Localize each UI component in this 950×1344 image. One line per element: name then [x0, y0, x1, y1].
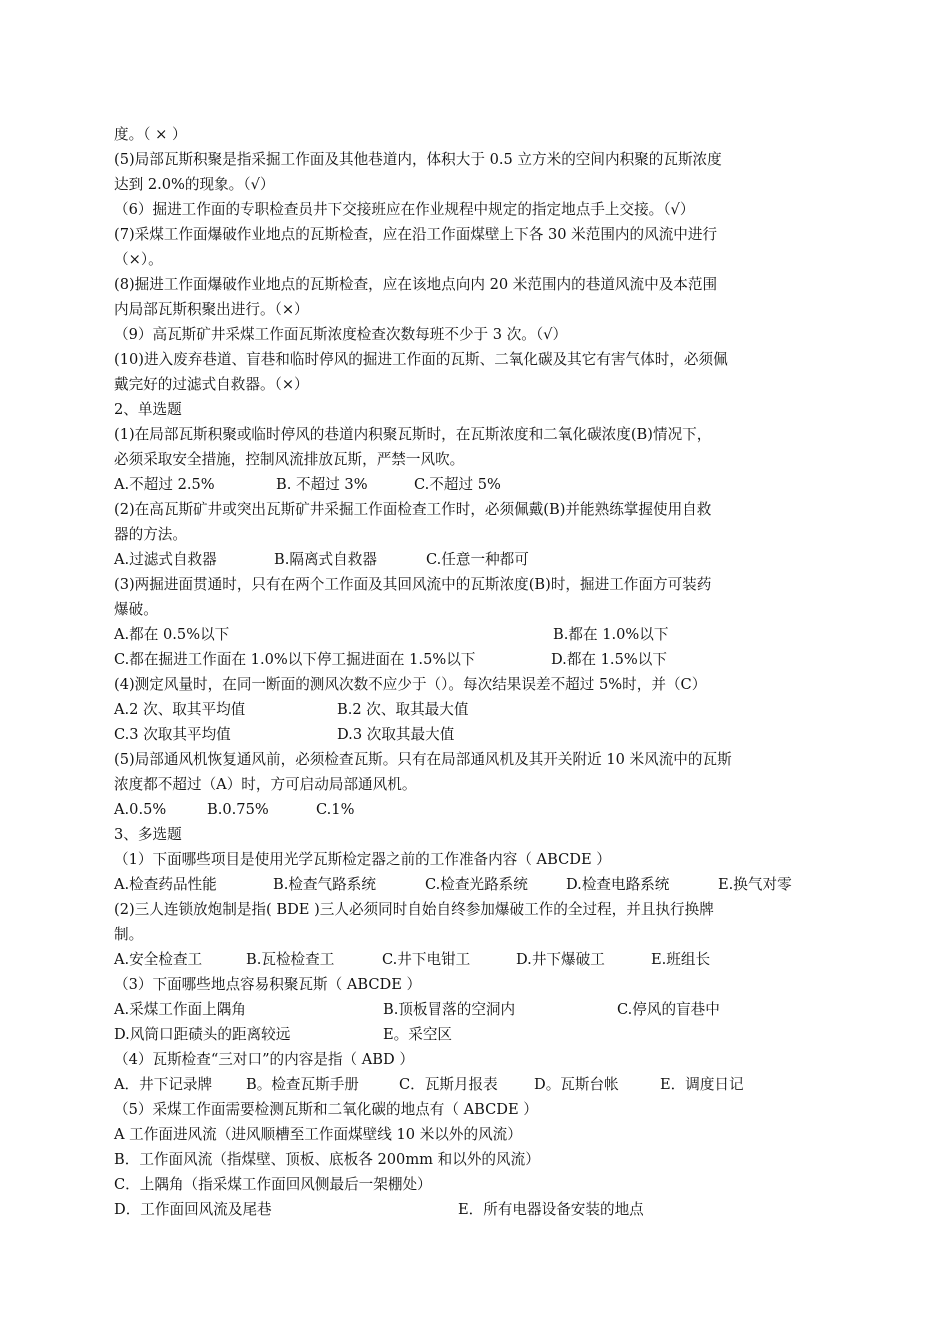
option: D．工作面回风流及尾巷 [114, 1201, 272, 1218]
text-line: (2)在高瓦斯矿井或突出瓦斯矿井采掘工作面检查工作时，必须佩戴(B)并能熟练掌握使用自救 [114, 501, 712, 518]
text-line: 爆破。 [114, 601, 158, 618]
text-line: C．上隅角（指采煤工作面回风侧最后一架棚处） [114, 1176, 432, 1193]
text-line: (8)掘进工作面爆破作业地点的瓦斯检查，应在该地点向内 20 米范围内的巷道风流中及本范围 [114, 276, 718, 293]
option: E.班组长 [651, 951, 711, 968]
option: B.顶板冒落的空洞内 [383, 1001, 516, 1018]
option: B.都在 1.0%以下 [553, 626, 669, 643]
option: C.检查光路系统 [425, 876, 528, 893]
text-line: (5)局部通风机恢复通风前，必须检查瓦斯。只有在局部通风机及其开关附近 10 米风流中的瓦斯 [114, 751, 732, 768]
option: E．所有电器设备安装的地点 [458, 1201, 644, 1218]
option: B。检查瓦斯手册 [246, 1076, 359, 1093]
option: A.检查药品性能 [114, 876, 217, 893]
text-line: （3）下面哪些地点容易积聚瓦斯（ ABCDE ） [114, 976, 422, 993]
option: C．瓦斯月报表 [399, 1076, 498, 1093]
text-line: （9）高瓦斯矿井采煤工作面瓦斯浓度检查次数每班不少于 3 次。（√） [114, 326, 568, 343]
text-line: (4)测定风量时，在同一断面的测风次数不应少于（）。每次结果误差不超过 5%时，并（C） [114, 676, 707, 693]
option: D.井下爆破工 [516, 951, 605, 968]
option: B. 不超过 3% [276, 476, 368, 493]
option: C.井下电钳工 [382, 951, 471, 968]
option: D.3 次取其最大值 [337, 726, 455, 743]
option: D.检查电路系统 [566, 876, 670, 893]
option: A.安全检查工 [114, 951, 203, 968]
option: A.2 次、取其平均值 [114, 701, 246, 718]
text-line: B．工作面风流（指煤壁、顶板、底板各 200mm 和以外的风流） [114, 1151, 540, 1168]
option: A．井下记录牌 [114, 1076, 213, 1093]
option: C.不超过 5% [414, 476, 501, 493]
text-line: (7)采煤工作面爆破作业地点的瓦斯检查，应在沿工作面煤壁上下各 30 米范围内的风流中进行 [114, 226, 718, 243]
section-heading: 3、多选题 [114, 826, 182, 843]
text-line: （5）采煤工作面需要检测瓦斯和二氧化碳的地点有（ ABCDE ） [114, 1101, 538, 1118]
text-line: (3)两掘进面贯通时，只有在两个工作面及其回风流中的瓦斯浓度(B)时，掘进工作面方可装药 [114, 576, 712, 593]
text-line: 制。 [114, 926, 144, 943]
text-line: 达到 2.0%的现象。（√） [114, 176, 275, 193]
section-heading: 2、单选题 [114, 401, 182, 418]
option: C.停风的盲巷中 [617, 1001, 720, 1018]
option: E。采空区 [383, 1026, 453, 1043]
option: C.都在掘进工作面在 1.0%以下停工掘进面在 1.5%以下 [114, 651, 476, 668]
option: B.检查气路系统 [273, 876, 376, 893]
option: C.任意一种都可 [426, 551, 529, 568]
text-line: （6）掘进工作面的专职检查员井下交接班应在作业规程中规定的指定地点手上交接。（√） [114, 201, 695, 218]
option: A.过滤式自救器 [114, 551, 217, 568]
option: E.换气对零 [718, 876, 792, 893]
text-line: (1)在局部瓦斯积聚或临时停风的巷道内积聚瓦斯时，在瓦斯浓度和二氧化碳浓度(B)情况下， [114, 426, 712, 443]
text-line: (10)进入废弃巷道、盲巷和临时停风的掘进工作面的瓦斯、二氧化碳及其它有害气体时，必须佩 [114, 351, 728, 368]
text-line: (5)局部瓦斯积聚是指采掘工作面及其他巷道内，体积大于 0.5 立方米的空间内积聚的瓦斯浓度 [114, 151, 722, 168]
text-line: 度。（ × ） [114, 126, 187, 143]
text-line: （×）。 [114, 251, 163, 268]
option: D.风筒口距碛头的距离较远 [114, 1026, 291, 1043]
option: B.0.75% [207, 801, 269, 818]
option: E．调度日记 [660, 1076, 744, 1093]
option: A.都在 0.5%以下 [114, 626, 230, 643]
text-line: A 工作面进风流（进风顺槽至工作面煤壁线 10 米以外的风流） [114, 1126, 522, 1143]
option: B.隔离式自救器 [274, 551, 377, 568]
option: A.0.5% [114, 801, 167, 818]
text-line: 戴完好的过滤式自救器。（×） [114, 376, 309, 393]
text-line: 必须采取安全措施，控制风流排放瓦斯，严禁一风吹。 [114, 451, 465, 468]
text-line: 器的方法。 [114, 526, 187, 543]
option: B.瓦检检查工 [246, 951, 335, 968]
option: D.都在 1.5%以下 [551, 651, 667, 668]
text-line: (2)三人连锁放炮制是指( BDE )三人必须同时自始自终参加爆破工作的全过程，并且执行换牌 [114, 901, 714, 918]
option: A.不超过 2.5% [114, 476, 215, 493]
text-line: 内局部瓦斯积聚出进行。（×） [114, 301, 309, 318]
text-line: （4）瓦斯检查“三对口”的内容是指（ ABD ） [114, 1051, 414, 1068]
option: C.1% [316, 801, 355, 818]
text-line: （1）下面哪些项目是使用光学瓦斯检定器之前的工作准备内容（ ABCDE ） [114, 851, 611, 868]
option: C.3 次取其平均值 [114, 726, 231, 743]
text-line: 浓度都不超过（A）时，方可启动局部通风机。 [114, 776, 417, 793]
option: A.采煤工作面上隅角 [114, 1001, 246, 1018]
option: D。瓦斯台帐 [534, 1076, 619, 1093]
option: B.2 次、取其最大值 [337, 701, 469, 718]
